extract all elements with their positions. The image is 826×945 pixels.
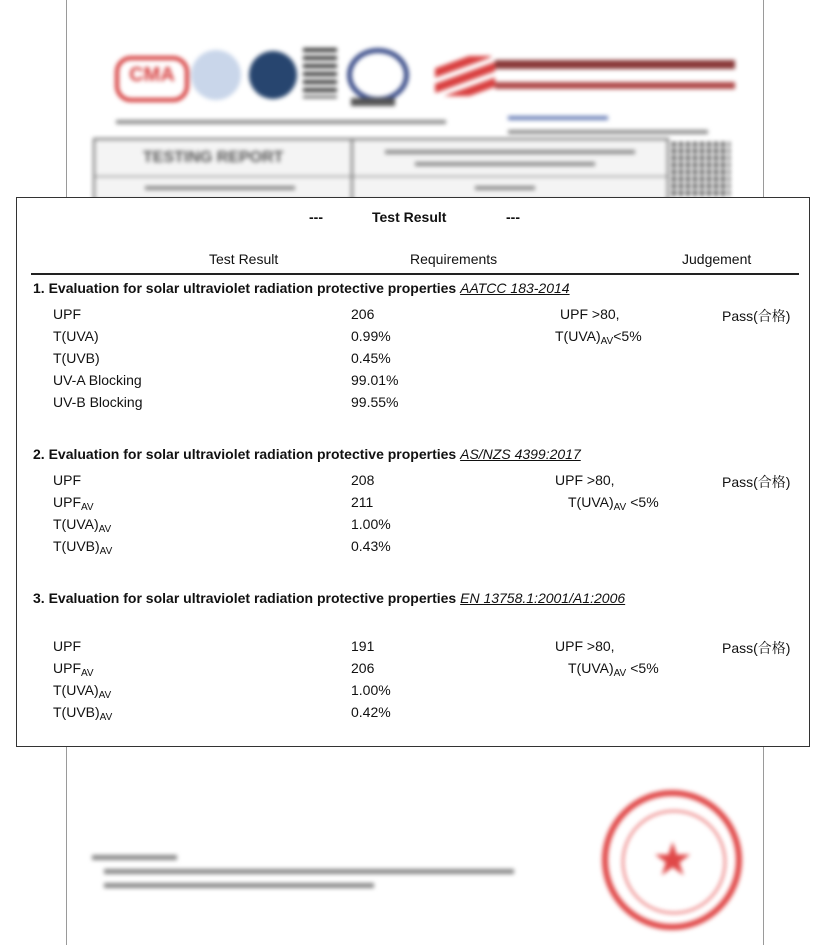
req-limit: <5% — [613, 328, 642, 344]
label-subscript: AV — [99, 712, 113, 723]
section-heading-text: 1. Evaluation for solar ultraviolet radiation protective properties — [33, 280, 457, 296]
report-number-line — [145, 186, 295, 190]
label-text: T(UVA) — [53, 516, 99, 532]
section-heading — [33, 446, 581, 462]
cma-logo: CMA — [115, 56, 189, 102]
remark-line — [104, 869, 514, 874]
label-text: T(UVB) — [53, 350, 100, 366]
company-seal-stamp — [602, 790, 742, 930]
page-number-line — [475, 186, 535, 190]
star-icon: ★ — [652, 833, 694, 885]
cnas-logo — [249, 51, 297, 99]
label-text: UPF — [53, 494, 81, 510]
req-subscript: AV — [600, 336, 614, 347]
section-heading — [33, 280, 570, 296]
label-text: T(UVA) — [53, 328, 99, 344]
label-text: UPF — [53, 472, 81, 488]
measured-value: 206 — [351, 660, 375, 676]
parameter-label — [53, 306, 81, 322]
test-result-card — [16, 197, 810, 747]
parameter-label — [53, 394, 142, 410]
parameter-label — [53, 372, 142, 388]
measured-value: 99.01% — [351, 372, 399, 388]
remark-heading-line — [92, 855, 177, 860]
measured-value: 1.00% — [351, 516, 391, 532]
requirement-upf: UPF >80, — [560, 306, 620, 322]
req-label: T(UVA) — [568, 494, 614, 510]
measured-value: 0.43% — [351, 538, 391, 554]
measured-value: 191 — [351, 638, 375, 654]
column-header-judgement: Judgement — [682, 251, 752, 267]
fcl-logo — [347, 48, 409, 102]
measured-value: 208 — [351, 472, 375, 488]
ilac-logo — [191, 50, 241, 100]
label-text: T(UVB) — [53, 538, 100, 554]
company-name-line-en — [495, 82, 735, 89]
section-heading-text: 3. Evaluation for solar ultraviolet radiation protective properties — [33, 590, 457, 606]
req-limit: <5% — [630, 494, 659, 510]
standard-reference: AATCC 183-2014 — [460, 280, 570, 296]
label-text: T(UVA) — [53, 682, 99, 698]
qr-code-overlay — [672, 142, 730, 198]
contact-line — [508, 130, 708, 134]
judgement-result: Pass(合格) — [722, 640, 791, 656]
address-line — [116, 120, 446, 124]
measured-value: 0.45% — [351, 350, 391, 366]
parameter-label — [53, 350, 100, 366]
parameter-label — [53, 638, 81, 654]
standard-reference: EN 13758.1:2001/A1:2006 — [460, 590, 626, 606]
section-heading — [33, 590, 625, 606]
title-dash-left: --- — [309, 209, 323, 225]
table-divider — [351, 140, 353, 200]
remark-line — [104, 883, 374, 888]
measured-value: 1.00% — [351, 682, 391, 698]
label-text: T(UVB) — [53, 704, 100, 720]
label-text: UV-A Blocking — [53, 372, 142, 388]
standard-reference: AS/NZS 4399:2017 — [460, 446, 581, 462]
req-label: T(UVA) — [555, 328, 601, 344]
table-rule — [95, 176, 667, 177]
req-subscript: AV — [613, 668, 627, 679]
company-logo — [435, 56, 495, 96]
parameter-label — [53, 538, 113, 557]
website-line — [508, 116, 608, 120]
measured-value: 99.55% — [351, 394, 399, 410]
req-label: T(UVA) — [568, 660, 614, 676]
label-text: UV-B Blocking — [53, 394, 143, 410]
title-dash-right: --- — [506, 209, 520, 225]
header-rule — [31, 273, 799, 275]
requirement-uva — [568, 494, 659, 513]
company-name-line — [495, 60, 735, 69]
fcl-tag — [351, 98, 395, 106]
requirement-uva — [568, 660, 659, 679]
judgement-result: Pass(合格) — [722, 474, 791, 490]
label-subscript: AV — [98, 690, 112, 701]
security-check-line — [385, 150, 635, 154]
label-subscript: AV — [81, 502, 94, 513]
parameter-label — [53, 328, 99, 344]
footer-remarks — [92, 855, 514, 897]
parameter-label — [53, 516, 112, 535]
label-subscript: AV — [98, 524, 112, 535]
req-subscript: AV — [613, 502, 627, 513]
column-header-test-result: Test Result — [209, 251, 279, 267]
measured-value: 211 — [351, 494, 374, 510]
security-code-line — [415, 162, 595, 166]
parameter-label — [53, 660, 94, 679]
parameter-label — [53, 682, 112, 701]
label-text: UPF — [53, 660, 81, 676]
card-title: Test Result — [372, 209, 447, 225]
parameter-label — [53, 704, 113, 723]
parameter-label — [53, 494, 94, 513]
label-subscript: AV — [99, 546, 113, 557]
label-subscript: AV — [81, 668, 94, 679]
parameter-label — [53, 472, 81, 488]
cnas-text-block — [303, 48, 337, 98]
requirement-uva — [555, 328, 642, 347]
label-text: UPF — [53, 306, 81, 322]
column-header-requirements: Requirements — [410, 251, 498, 267]
label-text: UPF — [53, 638, 81, 654]
report-header-table — [93, 138, 669, 202]
measured-value: 206 — [351, 306, 375, 322]
requirement-upf: UPF >80, — [555, 472, 615, 488]
req-limit: <5% — [630, 660, 659, 676]
requirement-upf: UPF >80, — [555, 638, 615, 654]
report-header-title: TESTING REPORT — [143, 149, 284, 166]
section-heading-text: 2. Evaluation for solar ultraviolet radiation protective properties — [33, 446, 457, 462]
measured-value: 0.99% — [351, 328, 391, 344]
measured-value: 0.42% — [351, 704, 391, 720]
judgement-result: Pass(合格) — [722, 308, 791, 324]
